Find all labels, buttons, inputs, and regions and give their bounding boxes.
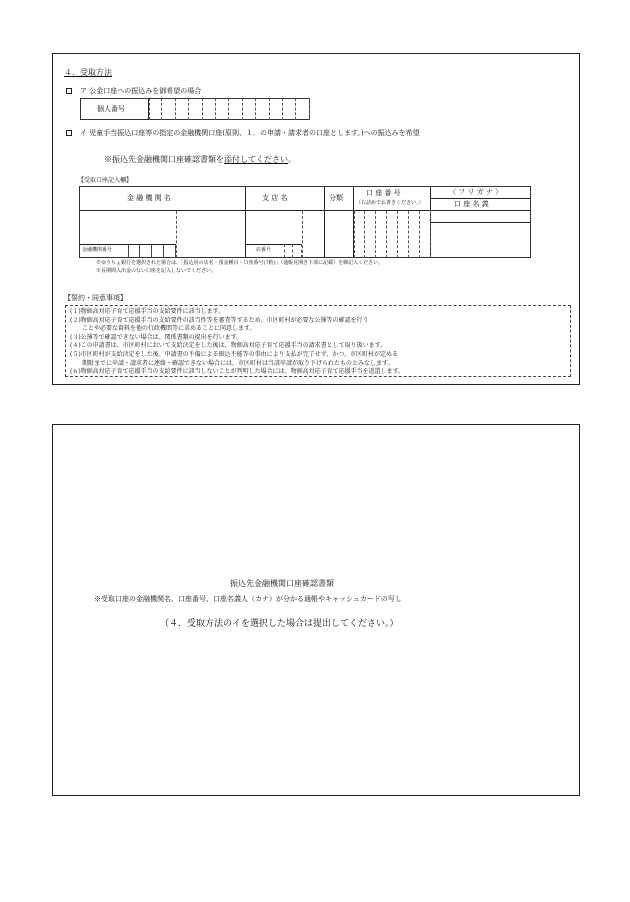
furigana-line: [430, 198, 531, 199]
attachment-desc: ※受取口座の金融機関名、口座番号、口座名義人（カナ）が分かる通帳やキャッシュカードの写し: [94, 595, 402, 603]
branch-code-label: 店番号: [256, 247, 272, 253]
col-branch-label: 支 店 名: [262, 194, 288, 202]
col-furigana-label: （ フ リ ガ ナ ）: [449, 188, 503, 196]
personal-number-digit-cell[interactable]: [243, 98, 256, 120]
personal-number-digit-cell[interactable]: [149, 98, 162, 120]
account-number-digit-cell[interactable]: [354, 211, 365, 258]
account-number-digit-cell[interactable]: [409, 211, 420, 258]
agreement-item: (２)物価高対応子育て応援手当の支給要件の該当性等を審査等するため、市区町村が必要な公簿等の確認を行う: [70, 316, 369, 324]
confirm-note-underlined: 添付してください: [224, 155, 288, 164]
branch-code-digit-cell[interactable]: [284, 244, 293, 258]
account-note-2: ※長期間入出金のない口座を記入しないでください。: [96, 268, 217, 274]
furigana-row-line: [430, 222, 531, 223]
branch-dash: [302, 211, 303, 258]
agreement-item: ことや必要な資料を他の行政機関等に求めることに同意します。: [70, 325, 256, 333]
option-a-label: ア 公金口座への振込みを御希望の場合: [80, 87, 202, 95]
personal-number-label: 個人番号: [97, 105, 125, 113]
confirm-note-prefix: ※振込先金融機関口座確認書類を: [104, 155, 224, 164]
bank-dash: [176, 211, 177, 258]
account-number-digit-cell[interactable]: [387, 211, 398, 258]
confirm-note: [104, 156, 296, 164]
account-number-digit-cell[interactable]: [376, 211, 387, 258]
bank-code-label: 金融機関番号: [82, 247, 113, 253]
bank-code-digit-cell[interactable]: [140, 244, 152, 258]
option-a-checkbox[interactable]: [66, 88, 72, 94]
attachment-condition: （４．受取方法のイを選択した場合は提出してください。）: [160, 619, 399, 629]
agreement-item: (５)市区町村が支給決定をした後、申請書の不備による振込不能等の事由により支払が完了せず、かつ、市区町村が定める: [70, 351, 398, 358]
account-form-heading: 【受取口座記入欄】: [78, 177, 133, 184]
personal-number-digit-cell[interactable]: [203, 98, 216, 120]
bank-code-digit-cell[interactable]: [152, 244, 164, 258]
attachment-section: [52, 424, 580, 796]
col-bank-label: 金 融 機 関 名: [127, 194, 171, 202]
personal-number-digit-cell[interactable]: [283, 98, 296, 120]
option-i-label: イ 児童手当振込口座等の指定の金融機関口座(原則、１．の申請・請求者の口座とします。)への振込みを希望: [80, 129, 420, 137]
col-sep-2: [324, 186, 325, 258]
bank-code-digit-cell[interactable]: [164, 244, 176, 258]
attachment-title: 振込先金融機関口座確認書類: [230, 579, 334, 588]
col-holder-label: 口 座 名 義: [454, 200, 489, 208]
personal-number-digit-cell[interactable]: [296, 98, 309, 120]
header-row-line: [79, 210, 531, 211]
personal-number-digit-cell[interactable]: [256, 98, 269, 120]
agreement-item: 期限までに申請・請求者に連絡・確認できない場合には、市区町村は当該申請が取り下げられたものとみなします。: [70, 359, 394, 367]
col-account-number-label: 口 座 番 号: [366, 189, 401, 197]
personal-number-digit-cell[interactable]: [216, 98, 229, 120]
agreement-heading: 【誓約・同意事項】: [64, 294, 127, 302]
account-number-digit-cell[interactable]: [420, 211, 431, 258]
personal-number-digit-cell[interactable]: [229, 98, 242, 120]
agreement-item: (３)公簿等で確認できない場合は、関係書類の提出を行います。: [70, 333, 243, 341]
option-i-checkbox[interactable]: [66, 130, 72, 136]
col-type-label: 分類: [329, 194, 343, 202]
personal-number-digit-cell[interactable]: [176, 98, 189, 120]
section-title: ４．受取方法: [64, 68, 112, 77]
bank-code-digit-cell[interactable]: [128, 244, 140, 258]
agreement-item: (４)この申請書は、市区町村において支給決定をした後は、物価高対応子育て応援手当の請求書として取り扱います。: [70, 342, 387, 350]
agreement-item: (６)物価高対応子育て応援手当の支給要件に該当しないことが判明した場合には、物価高対応子育て応援手当を返還します。: [70, 368, 405, 376]
personal-number-digit-cell[interactable]: [270, 98, 283, 120]
account-number-digit-cell[interactable]: [398, 211, 409, 258]
personal-number-digit-cell[interactable]: [189, 98, 202, 120]
account-note-1: ※ゆうちょ銀行を選択された場合は、「振込用の店名・預金種目・口座番号(7桁)」（通帳見開き下部に記載）を御記入ください。: [96, 260, 384, 266]
agreement-item: (１)物価高対応子育て応援手当の支給要件に該当します。: [70, 308, 225, 315]
branch-code-digit-cell[interactable]: [293, 244, 302, 258]
account-number-digit-cell[interactable]: [365, 211, 376, 258]
col-account-number-note: （右詰めでお書きください。）: [356, 200, 424, 206]
col-sep-1: [245, 186, 246, 258]
confirm-note-suffix: 。: [288, 155, 296, 164]
personal-number-digit-cell[interactable]: [162, 98, 175, 120]
